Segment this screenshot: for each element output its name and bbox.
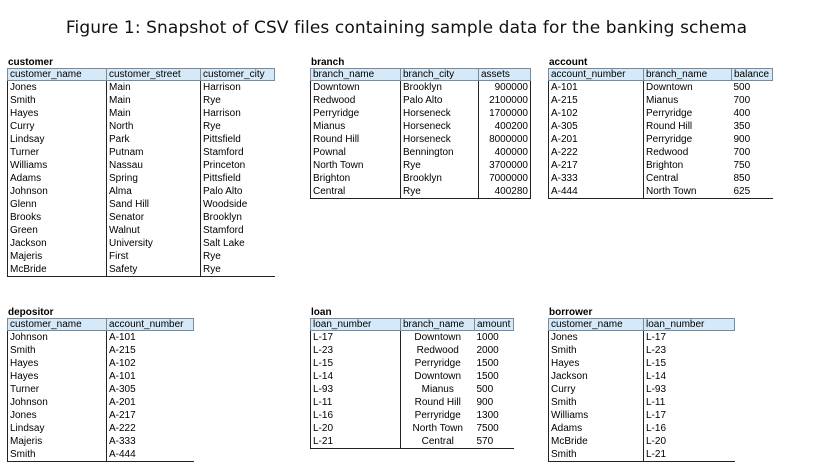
table-cell: 1700000	[479, 107, 531, 120]
table-cell: 850	[733, 173, 751, 184]
table-cell: Stamford	[203, 147, 244, 158]
table-cell: Mianus	[311, 120, 401, 133]
table-cell: 350	[733, 121, 751, 132]
table-cell: A-305	[549, 120, 644, 133]
table-cell: 900	[733, 134, 751, 145]
column-header: customer_name	[8, 319, 107, 331]
column-header: loan_number	[311, 319, 401, 331]
table-cell: A-217	[109, 410, 136, 421]
table-cell: Stamford	[203, 225, 244, 236]
column-header: branch_name	[401, 319, 475, 331]
table-cell: L-11	[646, 397, 666, 408]
table-row	[8, 344, 194, 357]
table-cell: Adams	[8, 172, 107, 185]
table-row	[311, 94, 531, 107]
table-row	[8, 422, 194, 435]
table-cell: Walnut	[107, 224, 201, 237]
header-row	[311, 319, 514, 331]
table-cell: Round Hill	[646, 121, 693, 132]
table-cell: Horseneck	[401, 120, 479, 133]
table-title: account	[549, 57, 588, 68]
table-cell: Curry	[8, 120, 107, 133]
table-row	[8, 263, 275, 277]
table-row	[549, 383, 735, 396]
table-cell: 750	[733, 160, 751, 171]
table-cell: 1500	[476, 371, 499, 382]
table-row	[8, 146, 275, 159]
table-cell: Round Hill	[414, 397, 461, 408]
borrower-table	[548, 307, 735, 462]
table-title: branch	[311, 57, 345, 68]
table-cell: Pownal	[311, 146, 401, 159]
table-row	[311, 159, 531, 172]
borrower-grid	[548, 318, 735, 462]
table-row	[311, 409, 514, 422]
table-cell: L-15	[646, 358, 667, 369]
table-cell: Central	[311, 185, 401, 199]
table-cell: A-201	[549, 133, 644, 146]
table-cell: Putnam	[107, 146, 201, 159]
column-header: account_number	[549, 69, 644, 81]
table-cell: Alma	[107, 185, 201, 198]
header-row	[8, 69, 275, 81]
table-cell: Horseneck	[401, 133, 479, 146]
table-row	[8, 435, 194, 448]
loan-table	[310, 307, 514, 449]
table-row	[549, 107, 773, 120]
column-header: account_number	[107, 319, 194, 331]
column-header: assets	[479, 69, 531, 81]
header-row	[549, 319, 735, 331]
table-cell: Majeris	[8, 250, 107, 263]
table-cell: Spring	[107, 172, 201, 185]
table-cell: Senator	[107, 211, 201, 224]
column-header: loan_number	[644, 319, 735, 331]
table-cell: Smith	[8, 448, 107, 462]
table-cell: Pittsfield	[203, 173, 241, 184]
table-row	[8, 383, 194, 396]
table-row	[8, 357, 194, 370]
customer-table	[7, 57, 275, 277]
table-title: depositor	[8, 307, 54, 318]
table-row	[8, 94, 275, 107]
table-cell: A-215	[549, 94, 644, 107]
table-cell: L-23	[646, 345, 667, 356]
account-grid	[548, 68, 773, 199]
table-cell: Redwood	[416, 345, 459, 356]
table-cell: Safety	[107, 263, 201, 277]
table-cell: 700	[733, 147, 751, 158]
table-cell: Bennington	[401, 146, 479, 159]
table-row	[8, 211, 275, 224]
table-cell: L-14	[311, 370, 401, 383]
column-header: branch_name	[644, 69, 732, 81]
table-cell: 2000	[476, 345, 499, 356]
table-cell: Main	[107, 94, 201, 107]
table-row	[549, 409, 735, 422]
table-cell: 400280	[479, 185, 531, 199]
table-row	[8, 198, 275, 211]
table-cell: Brighton	[311, 172, 401, 185]
table-cell: 7000000	[479, 172, 531, 185]
table-row	[549, 146, 773, 159]
table-cell: Perryridge	[646, 134, 693, 145]
table-cell: Perryridge	[414, 358, 461, 369]
table-row	[8, 133, 275, 146]
table-cell: A-222	[549, 146, 644, 159]
table-cell: L-21	[644, 448, 735, 462]
table-cell: Rye	[201, 263, 275, 277]
table-cell: A-201	[109, 397, 136, 408]
table-cell: Mianus	[646, 95, 679, 106]
table-cell: Woodside	[203, 199, 248, 210]
table-cell: University	[107, 237, 201, 250]
table-cell: Hayes	[8, 107, 107, 120]
customer-grid	[7, 68, 275, 277]
table-cell: Palo Alto	[203, 186, 243, 197]
column-header: customer_city	[201, 69, 275, 81]
table-row	[8, 107, 275, 120]
table-cell: Pittsfield	[203, 134, 241, 145]
table-cell: Brooks	[8, 211, 107, 224]
table-row	[311, 383, 514, 396]
table-cell: L-16	[646, 423, 667, 434]
table-cell: A-444	[549, 185, 644, 199]
table-cell: L-20	[311, 422, 401, 435]
table-cell: L-93	[646, 384, 667, 395]
table-cell: A-101	[549, 81, 644, 95]
account-table	[548, 57, 773, 199]
table-cell: Redwood	[311, 94, 401, 107]
table-row	[8, 237, 275, 250]
table-cell: Jones	[8, 81, 107, 95]
table-row	[311, 185, 531, 199]
table-row	[549, 396, 735, 409]
table-cell: Smith	[549, 448, 644, 462]
table-cell: A-333	[549, 172, 644, 185]
table-cell: Central	[646, 173, 679, 184]
table-cell: Princeton	[203, 160, 246, 171]
column-header: customer_street	[107, 69, 201, 81]
table-cell: Jones	[549, 331, 644, 345]
table-row	[311, 344, 514, 357]
table-cell: Jackson	[8, 237, 107, 250]
table-row	[549, 370, 735, 383]
table-cell: North Town	[644, 185, 732, 199]
table-cell: A-102	[109, 358, 136, 369]
table-cell: Curry	[549, 383, 644, 396]
table-cell: Horseneck	[401, 107, 479, 120]
table-cell: Central	[401, 435, 475, 449]
table-cell: Perryridge	[414, 410, 461, 421]
table-row	[8, 331, 194, 345]
column-header: amount	[475, 319, 514, 331]
header-row	[8, 319, 194, 331]
table-cell: Palo Alto	[401, 94, 479, 107]
header-row	[549, 69, 773, 81]
table-cell: A-102	[549, 107, 644, 120]
table-cell: Downtown	[646, 82, 693, 93]
table-cell: 570	[475, 435, 514, 449]
table-row	[549, 159, 773, 172]
table-cell: A-101	[109, 371, 136, 382]
table-row	[549, 331, 735, 345]
table-cell: A-215	[109, 345, 136, 356]
table-cell: Smith	[8, 344, 107, 357]
table-cell: A-222	[109, 423, 136, 434]
table-title: customer	[8, 57, 54, 68]
table-cell: Round Hill	[311, 133, 401, 146]
table-cell: Rye	[203, 121, 221, 132]
table-cell: Turner	[8, 383, 107, 396]
table-cell: Rye	[401, 159, 479, 172]
table-row	[311, 370, 514, 383]
table-cell: L-17	[311, 331, 401, 345]
table-row	[8, 159, 275, 172]
table-cell: Harrison	[203, 108, 241, 119]
table-cell: L-20	[646, 436, 667, 447]
table-cell: Downtown	[414, 371, 462, 382]
table-cell: McBride	[8, 263, 107, 277]
table-row	[8, 172, 275, 185]
table-row	[311, 435, 514, 449]
column-header: branch_city	[401, 69, 479, 81]
table-row	[311, 107, 531, 120]
table-cell: L-14	[646, 371, 667, 382]
table-cell: L-21	[311, 435, 401, 449]
table-row	[311, 133, 531, 146]
table-cell: 500	[476, 384, 494, 395]
table-cell: Hayes	[8, 370, 107, 383]
table-row	[8, 224, 275, 237]
column-header: balance	[732, 69, 773, 81]
table-cell: Park	[107, 133, 201, 146]
table-cell: Brooklyn	[203, 212, 242, 223]
table-row	[549, 172, 773, 185]
table-cell: 400	[733, 108, 751, 119]
table-cell: A-101	[109, 332, 136, 343]
table-cell: L-93	[311, 383, 401, 396]
table-cell: Hayes	[8, 357, 107, 370]
table-row	[311, 422, 514, 435]
table-cell: Sand Hill	[107, 198, 201, 211]
table-cell: 1000	[476, 332, 499, 343]
table-cell: A-444	[107, 448, 194, 462]
table-row	[549, 435, 735, 448]
table-cell: North Town	[412, 423, 463, 434]
table-cell: 625	[732, 185, 773, 199]
table-cell: Rye	[203, 251, 221, 262]
table-cell: Turner	[8, 146, 107, 159]
table-cell: L-17	[646, 410, 667, 421]
table-row	[8, 250, 275, 263]
table-cell: 1300	[476, 410, 499, 421]
table-cell: A-217	[549, 159, 644, 172]
table-cell: 1500	[476, 358, 499, 369]
table-cell: 8000000	[479, 133, 531, 146]
table-row	[549, 344, 735, 357]
table-cell: Rye	[203, 95, 221, 106]
table-cell: Redwood	[646, 147, 689, 158]
table-row	[8, 185, 275, 198]
table-row	[549, 422, 735, 435]
table-row	[311, 120, 531, 133]
table-cell: North Town	[311, 159, 401, 172]
table-cell: Brooklyn	[401, 81, 479, 95]
table-cell: Majeris	[8, 435, 107, 448]
table-cell: Glenn	[8, 198, 107, 211]
table-row	[8, 81, 275, 95]
table-cell: Nassau	[107, 159, 201, 172]
table-row	[549, 133, 773, 146]
table-row	[8, 409, 194, 422]
table-cell: L-15	[311, 357, 401, 370]
table-row	[8, 396, 194, 409]
table-cell: Lindsay	[8, 133, 107, 146]
table-cell: Harrison	[203, 82, 241, 93]
table-row	[311, 146, 531, 159]
table-cell: North	[107, 120, 201, 133]
table-row	[549, 120, 773, 133]
table-cell: L-17	[646, 332, 667, 343]
branch-table	[310, 57, 531, 199]
header-row	[311, 69, 531, 81]
table-cell: Downtown	[311, 81, 401, 95]
table-cell: Johnson	[8, 331, 107, 345]
table-cell: Williams	[549, 409, 644, 422]
table-cell: Johnson	[8, 396, 107, 409]
table-cell: Johnson	[8, 185, 107, 198]
table-cell: Smith	[549, 396, 644, 409]
table-cell: L-11	[311, 396, 401, 409]
table-row	[549, 81, 773, 95]
table-cell: Brighton	[646, 160, 684, 171]
table-cell: Perryridge	[311, 107, 401, 120]
table-cell: Smith	[8, 94, 107, 107]
table-row	[311, 172, 531, 185]
table-cell: L-16	[311, 409, 401, 422]
table-cell: 500	[733, 82, 751, 93]
table-cell: L-23	[311, 344, 401, 357]
table-cell: A-333	[109, 436, 136, 447]
table-cell: Green	[8, 224, 107, 237]
branch-grid	[310, 68, 531, 199]
table-cell: Rye	[401, 185, 479, 199]
table-cell: Salt Lake	[203, 238, 245, 249]
table-title: borrower	[549, 307, 593, 318]
table-cell: Adams	[549, 422, 644, 435]
table-row	[549, 185, 773, 199]
table-cell: 3700000	[479, 159, 531, 172]
table-row	[311, 331, 514, 345]
table-row	[311, 81, 531, 95]
column-header: branch_name	[311, 69, 401, 81]
table-cell: Brooklyn	[401, 172, 479, 185]
table-cell: Hayes	[549, 357, 644, 370]
table-row	[8, 120, 275, 133]
table-cell: 400000	[479, 146, 531, 159]
figure-caption: Figure 1: Snapshot of CSV files containing sample data for the banking schema	[65, 18, 748, 38]
table-cell: 2100000	[479, 94, 531, 107]
table-cell: Downtown	[414, 332, 462, 343]
table-cell: 7500	[476, 423, 499, 434]
table-row	[8, 448, 194, 462]
depositor-table	[7, 307, 194, 462]
table-cell: 900000	[479, 81, 531, 95]
table-row	[8, 370, 194, 383]
table-cell: 700	[733, 95, 751, 106]
table-cell: Williams	[8, 159, 107, 172]
table-cell: Main	[107, 81, 201, 95]
table-row	[549, 94, 773, 107]
table-cell: A-305	[109, 384, 136, 395]
table-row	[549, 448, 735, 462]
table-cell: Smith	[549, 344, 644, 357]
loan-grid	[310, 318, 514, 449]
table-cell: 400200	[479, 120, 531, 133]
table-cell: First	[107, 250, 201, 263]
column-header: customer_name	[8, 69, 107, 81]
table-cell: Jackson	[549, 370, 644, 383]
table-cell: Mianus	[421, 384, 454, 395]
table-title: loan	[311, 307, 332, 318]
column-header: customer_name	[549, 319, 644, 331]
table-row	[311, 357, 514, 370]
table-row	[549, 357, 735, 370]
table-cell: McBride	[549, 435, 644, 448]
table-cell: Perryridge	[646, 108, 693, 119]
depositor-grid	[7, 318, 194, 462]
table-cell: Lindsay	[8, 422, 107, 435]
table-cell: Jones	[8, 409, 107, 422]
table-row	[311, 396, 514, 409]
table-cell: Main	[107, 107, 201, 120]
table-cell: 900	[476, 397, 494, 408]
